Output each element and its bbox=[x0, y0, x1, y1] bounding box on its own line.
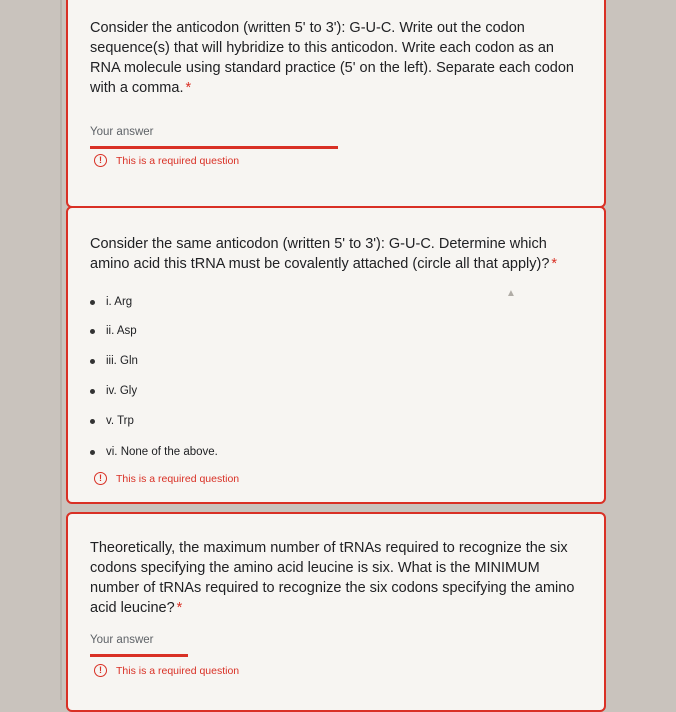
error-icon: ! bbox=[94, 664, 107, 677]
error-message-1 bbox=[94, 154, 239, 167]
answer-1-input[interactable]: Your answer bbox=[90, 126, 154, 138]
answer-3-underline bbox=[90, 654, 188, 657]
option-arg[interactable]: i. Arg bbox=[90, 296, 132, 308]
bullet-icon bbox=[90, 300, 95, 305]
question-card-2 bbox=[66, 206, 606, 504]
question-2-title: Consider the same anticodon (written 5' to 3'): G-U-C. Determine which amino acid this tRNA must be covalently attached (circle all that apply)? * bbox=[90, 236, 558, 272]
bullet-icon bbox=[90, 359, 95, 364]
error-text: This is a required question bbox=[116, 154, 240, 167]
bullet-icon bbox=[90, 419, 95, 424]
required-asterisk: * bbox=[551, 256, 558, 272]
question-1-title: Consider the anticodon (written 5' to 3'): G-U-C. Write out the codon sequence(s) that will hybridize to this anticodon. Write each codon as an RNA molecule using standard practice (5' on the left). Separate each codon with a comma. * bbox=[90, 20, 574, 96]
error-text: This is a required question bbox=[116, 472, 240, 485]
required-asterisk: * bbox=[185, 80, 192, 96]
error-message-2 bbox=[94, 472, 239, 485]
error-text: This is a required question bbox=[116, 664, 240, 677]
bullet-icon bbox=[90, 389, 95, 394]
page-edge bbox=[60, 0, 62, 700]
question-card-3 bbox=[66, 512, 606, 712]
option-gly[interactable]: iv. Gly bbox=[90, 385, 137, 397]
bullet-icon bbox=[90, 450, 95, 455]
option-gln[interactable]: iii. Gln bbox=[90, 355, 138, 367]
answer-3-input[interactable]: Your answer bbox=[90, 634, 154, 646]
error-icon: ! bbox=[94, 154, 107, 167]
error-icon: ! bbox=[94, 472, 107, 485]
question-3-title: Theoretically, the maximum number of tRNAs required to recognize the six codons specifying the amino acid leucine is six. What is the MINIMUM number of tRNAs required to recognize the six codons specifying the amino acid leucine? * bbox=[90, 540, 575, 616]
error-message-3 bbox=[94, 664, 239, 677]
option-asp[interactable]: ii. Asp bbox=[90, 325, 137, 337]
bullet-icon bbox=[90, 329, 95, 334]
option-trp[interactable]: v. Trp bbox=[90, 415, 134, 427]
cursor-icon: ▲ bbox=[506, 288, 516, 299]
required-asterisk: * bbox=[176, 600, 183, 616]
answer-1-underline bbox=[90, 146, 338, 149]
question-card-1 bbox=[66, 0, 606, 208]
option-none[interactable]: vi. None of the above. bbox=[90, 446, 218, 458]
